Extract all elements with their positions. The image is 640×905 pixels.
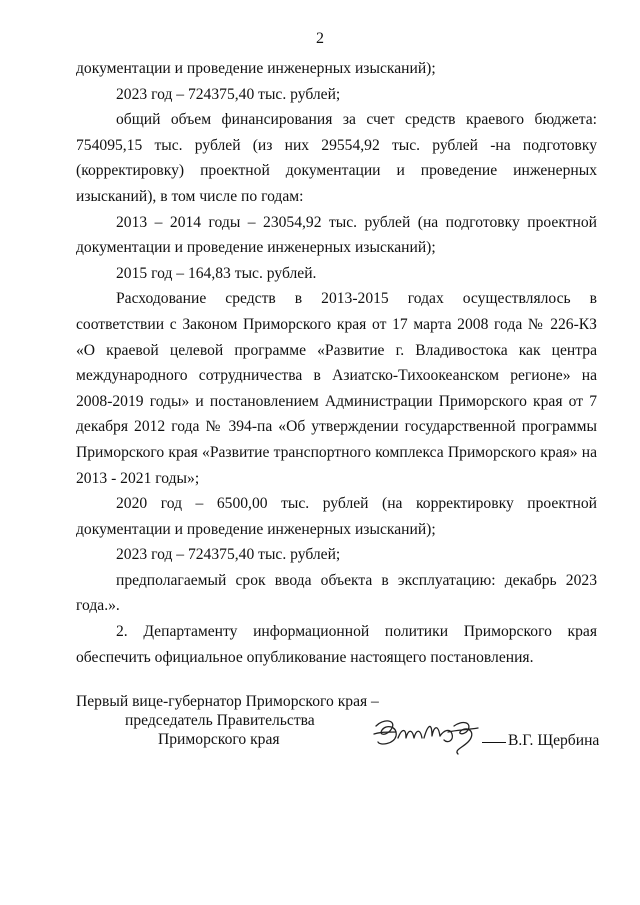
paragraph: Расходование средств в 2013-2015 годах осуществлялось в соответствии с Законом Приморского края от 17 марта 2008 года № 226-КЗ «О краевой целевой программе «Развитие г. Владивостока как центра международного сотрудничества в Азиатско-Тихоокеанском регионе» на 2008-2019 годы» и постановлением Администрации Приморского края от 7 декабря 2012 года № 394-па «Об утверждении государственной программы Приморского края «Развитие транспортного комплекса Приморского края» на 2013 - 2021 годы»;	[76, 290, 597, 487]
paragraph: общий объем финансирования за счет средств краевого бюджета: 754095,15 тыс. рублей (из них 29554,92 тыс. рублей -на подготовку (корректировку) проектной документации и проведение инженерных изысканий), в том числе по годам:	[76, 111, 597, 205]
paragraph: 2015 год – 164,83 тыс. рублей.	[116, 264, 317, 282]
signature-line	[482, 742, 506, 743]
handwritten-signature	[370, 712, 488, 758]
position-line: Приморского края	[158, 731, 280, 748]
signatory-position	[76, 692, 379, 749]
page-number: 2	[316, 30, 324, 47]
signer-name	[482, 731, 599, 750]
paragraph: 2020 год – 6500,00 тыс. рублей (на корректировку проектной документации и проведение инженерных изысканий);	[76, 495, 597, 538]
paragraph: 2023 год – 724375,40 тыс. рублей;	[116, 546, 341, 564]
paragraph: документации и проведение инженерных изысканий);	[76, 60, 436, 77]
paragraph: 2. Департаменту информационной политики Приморского края обеспечить официальное опубликование настоящего постановления.	[76, 623, 597, 666]
paragraph: 2023 год – 724375,40 тыс. рублей;	[116, 85, 341, 103]
signer-name-text: В.Г. Щербина	[508, 732, 600, 749]
paragraph: предполагаемый срок ввода объекта в эксплуатацию: декабрь 2023 года.».	[76, 571, 597, 615]
position-line: председатель Правительства	[125, 712, 315, 729]
position-line: Первый вице-губернатор Приморского края –	[76, 693, 379, 710]
paragraph: 2013 – 2014 годы – 23054,92 тыс. рублей (на подготовку проектной документации и проведение инженерных изысканий);	[76, 213, 597, 257]
document-body	[76, 56, 597, 670]
